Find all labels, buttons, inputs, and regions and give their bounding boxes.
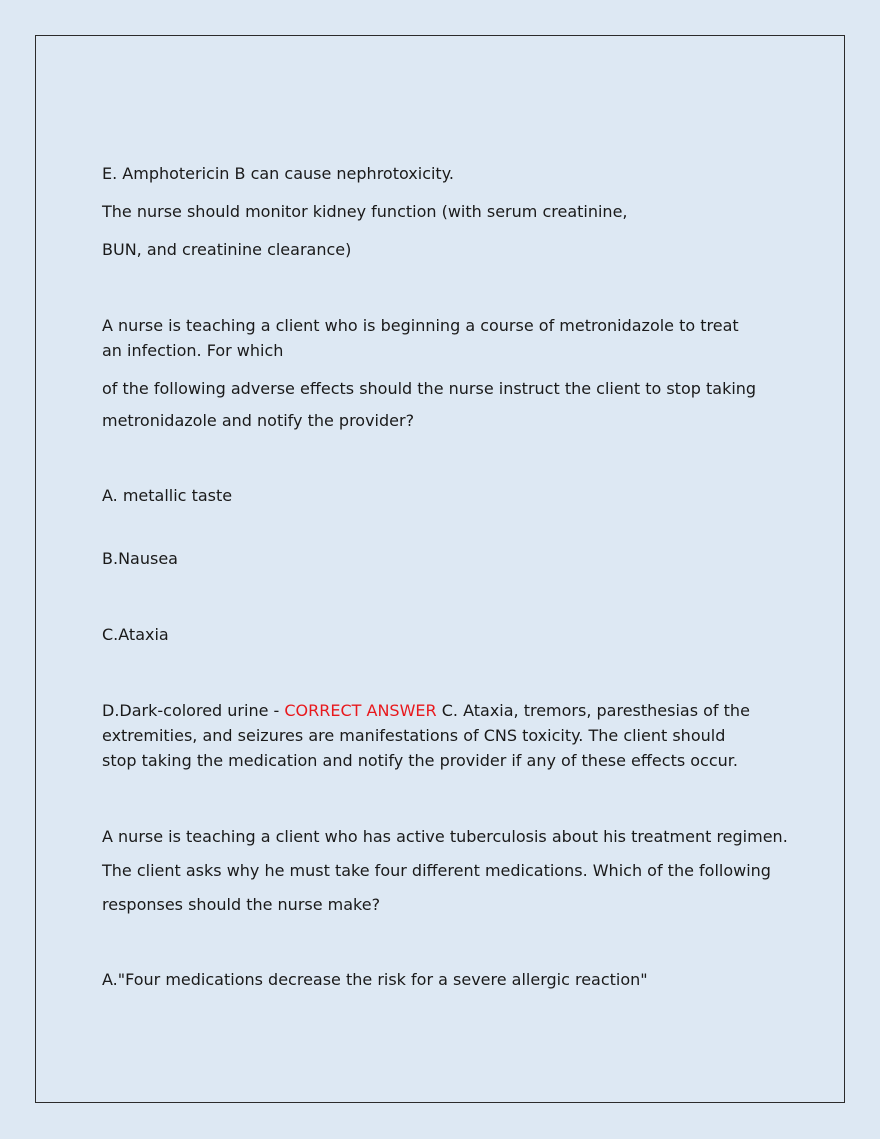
answer-e-explanation-line1: The nurse should monitor kidney function (with serum creatinine,: [102, 202, 628, 221]
answer-e-line: E. Amphotericin B can cause nephrotoxicity.: [102, 164, 454, 183]
option-a: A. metallic taste: [102, 486, 233, 505]
question-tb-stem-line3: responses should the nurse make?: [102, 895, 381, 914]
question-metronidazole-stem-end: metronidazole and notify the provider?: [102, 411, 415, 430]
question-metronidazole-stem-cont: of the following adverse effects should the nurse instruct the client to stop taking: [102, 379, 757, 398]
tb-option-a: A."Four medications decrease the risk for a severe allergic reaction": [102, 970, 648, 989]
option-d: D.Dark-colored urine -: [102, 701, 285, 720]
option-d-with-answer: [102, 698, 752, 773]
question-tb-stem-line1: A nurse is teaching a client who has active tuberculosis about his treatment regimen.: [102, 827, 788, 846]
answer-rationale: C. Ataxia, tremors, paresthesias of the extremities, and seizures are manifestations of CNS toxicity. The client should stop taking the medication and notify the provider if any of these effects occur.: [102, 701, 750, 770]
question-metronidazole-stem: A nurse is teaching a client who is beginning a course of metronidazole to treat an infection. For which: [102, 316, 739, 360]
question-tb-stem-line2: The client asks why he must take four different medications. Which of the following: [102, 861, 771, 880]
answer-e-explanation-line2: BUN, and creatinine clearance): [102, 240, 352, 259]
option-c: C.Ataxia: [102, 625, 169, 644]
correct-answer-label: CORRECT ANSWER: [284, 701, 437, 720]
option-b: B.Nausea: [102, 549, 178, 568]
